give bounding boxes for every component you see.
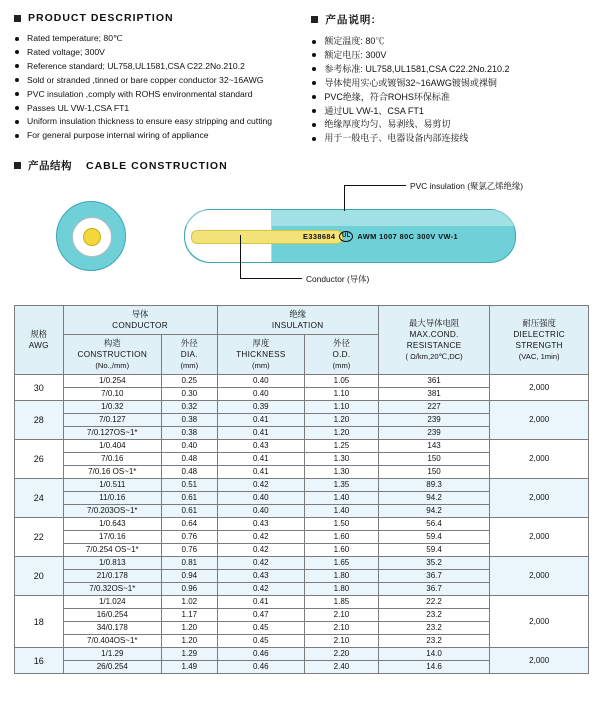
square-bullet-icon (14, 15, 21, 22)
col-od-unit: (mm) (332, 361, 351, 371)
list-item: Passes UL VW-1,CSA FT1 (14, 102, 311, 114)
list-item: Reference standard; UL758,UL1581,CSA C22.2No.210.2 (14, 60, 311, 72)
cable-construction-title (14, 158, 589, 173)
col-resistance-unit: ( Ω/km,20℃,DC) (405, 352, 463, 362)
leader-line-insulation-horizontal (344, 185, 406, 186)
cell-thickness: 0.41 (217, 453, 305, 466)
col-thickness-cn: 厚度 (252, 338, 270, 349)
cell-resistance: 227 (378, 401, 490, 414)
list-item: Rated voltage; 300V (14, 46, 311, 58)
cell-od: 1.10 (305, 388, 379, 401)
list-item: 用于一般电子、电器设备内部连接线 (311, 132, 589, 144)
cell-resistance: 59.4 (378, 531, 490, 544)
cell-construction: 7/0.203OS~1* (63, 505, 161, 518)
cell-awg: 20 (15, 557, 64, 596)
cell-thickness: 0.45 (217, 635, 305, 648)
col-dielectric (490, 306, 589, 375)
description-english-column (14, 12, 311, 146)
cell-construction: 7/0.404OS~1* (63, 635, 161, 648)
construction-title-en: CABLE CONSTRUCTION (86, 159, 228, 172)
cell-od: 1.35 (305, 479, 379, 492)
cell-dielectric: 2,000 (490, 375, 589, 401)
list-item: 额定电压: 300V (311, 49, 589, 61)
table-row (15, 479, 589, 492)
table-row (15, 440, 589, 453)
cell-resistance: 89.3 (378, 479, 490, 492)
cell-construction: 1/0.813 (63, 557, 161, 570)
cell-dia: 0.48 (162, 466, 218, 479)
list-item: Uniform insulation thickness to ensure easy stripping and cutting (14, 115, 311, 127)
cell-construction: 16/0.254 (63, 609, 161, 622)
cell-od: 2.10 (305, 622, 379, 635)
cell-construction: 7/0.127OS~1* (63, 427, 161, 440)
cable-construction-section (0, 158, 603, 295)
cell-dia: 1.20 (162, 635, 218, 648)
table-row (15, 648, 589, 661)
cell-awg: 22 (15, 518, 64, 557)
cell-awg: 28 (15, 401, 64, 440)
cell-thickness: 0.42 (217, 531, 305, 544)
cable-body (184, 209, 516, 263)
cell-dia: 1.17 (162, 609, 218, 622)
list-item: 绝缘厚度均匀、易剥线、易剪切 (311, 118, 589, 130)
cell-dia: 0.76 (162, 531, 218, 544)
cell-dia: 0.38 (162, 414, 218, 427)
cell-dia: 0.81 (162, 557, 218, 570)
cell-dia: 1.29 (162, 648, 218, 661)
col-construction-en: CONSTRUCTION (77, 350, 148, 360)
cell-resistance: 36.7 (378, 583, 490, 596)
cell-thickness: 0.39 (217, 401, 305, 414)
cell-construction: 34/0.178 (63, 622, 161, 635)
cell-od: 1.60 (305, 544, 379, 557)
list-item: 参考标准: UL758,UL1581,CSA C22.2No.210.2 (311, 63, 589, 75)
cell-dia: 1.20 (162, 622, 218, 635)
col-conductor-en: CONDUCTOR (112, 321, 168, 331)
title-text: 产品说明: (325, 14, 376, 26)
cell-thickness: 0.45 (217, 622, 305, 635)
description-chinese-column (311, 12, 589, 146)
cell-od: 1.20 (305, 414, 379, 427)
cell-dia: 0.64 (162, 518, 218, 531)
col-dia (162, 335, 218, 375)
table-row (15, 518, 589, 531)
cell-construction: 7/0.32OS~1* (63, 583, 161, 596)
cell-dia: 0.51 (162, 479, 218, 492)
table-row (15, 401, 589, 414)
cell-construction: 1/0.254 (63, 375, 161, 388)
col-insulation-cn: 绝缘 (289, 309, 307, 320)
cell-dia: 0.48 (162, 453, 218, 466)
cell-od: 1.10 (305, 401, 379, 414)
cell-resistance: 239 (378, 414, 490, 427)
cell-construction: 11/0.16 (63, 492, 161, 505)
cell-thickness: 0.43 (217, 570, 305, 583)
cell-dielectric: 2,000 (490, 596, 589, 648)
cell-thickness: 0.41 (217, 596, 305, 609)
cell-thickness: 0.43 (217, 518, 305, 531)
col-od (305, 335, 379, 375)
col-construction (63, 335, 161, 375)
cell-dielectric: 2,000 (490, 648, 589, 674)
cell-od: 1.50 (305, 518, 379, 531)
col-od-cn: 外径 (333, 338, 350, 349)
col-thickness (217, 335, 305, 375)
col-od-en: O.D. (332, 350, 351, 360)
cell-construction: 7/0.10 (63, 388, 161, 401)
cable-printing (303, 231, 458, 242)
cell-resistance: 14.0 (378, 648, 490, 661)
cell-thickness: 0.43 (217, 440, 305, 453)
square-bullet-icon (311, 16, 318, 23)
cell-construction: 1/0.32 (63, 401, 161, 414)
cell-resistance: 14.6 (378, 661, 490, 674)
cell-dielectric: 2,000 (490, 518, 589, 557)
description-list-en (14, 32, 311, 142)
table-row (15, 596, 589, 609)
cell-construction: 7/0.16 (63, 453, 161, 466)
col-spec-awg (15, 306, 64, 375)
col-construction-cn: 构造 (103, 338, 121, 349)
cell-dia: 0.96 (162, 583, 218, 596)
cell-resistance: 59.4 (378, 544, 490, 557)
cell-thickness: 0.42 (217, 583, 305, 596)
col-spec-cn: 规格 (30, 329, 48, 340)
table-row (15, 557, 589, 570)
cell-resistance: 23.2 (378, 609, 490, 622)
cell-awg: 16 (15, 648, 64, 674)
cable-print-code: E338684 (303, 232, 336, 242)
cell-od: 1.65 (305, 557, 379, 570)
square-bullet-icon (14, 162, 21, 169)
col-construction-unit: (No.,/mm) (95, 361, 130, 371)
cell-thickness: 0.40 (217, 492, 305, 505)
leader-line-conductor-vertical (240, 235, 241, 279)
cell-construction: 7/0.254 OS~1* (63, 544, 161, 557)
col-resistance-en2: RESISTANCE (406, 341, 462, 351)
ul-logo-icon: UL (339, 231, 353, 242)
label-insulation: PVC insulation (聚氯乙烯绝缘) (410, 181, 524, 192)
leader-line-insulation-vertical (344, 185, 345, 211)
description-list-cn (311, 35, 589, 145)
construction-title-cn: 产品结构 (28, 160, 72, 173)
cell-construction: 7/0.16 OS~1* (63, 466, 161, 479)
cell-resistance: 23.2 (378, 635, 490, 648)
cell-od: 2.40 (305, 661, 379, 674)
cell-resistance: 381 (378, 388, 490, 401)
list-item: For general purpose internal wiring of appliance (14, 129, 311, 141)
cell-resistance: 143 (378, 440, 490, 453)
cell-od: 1.30 (305, 466, 379, 479)
cell-thickness: 0.41 (217, 427, 305, 440)
table-head (15, 306, 589, 375)
cell-dia: 0.25 (162, 375, 218, 388)
list-item: PVC绝缘，符合ROHS环保标准 (311, 91, 589, 103)
cell-construction: 26/0.254 (63, 661, 161, 674)
table-header-row-top (15, 306, 589, 335)
cell-dia: 0.32 (162, 401, 218, 414)
table-row (15, 375, 589, 388)
cell-dia: 0.61 (162, 492, 218, 505)
cell-resistance: 94.2 (378, 505, 490, 518)
cell-thickness: 0.40 (217, 505, 305, 518)
col-resistance-cn: 最大导体电阻 (408, 318, 460, 329)
cell-od: 1.20 (305, 427, 379, 440)
cell-od: 1.85 (305, 596, 379, 609)
product-description-title-en (14, 12, 311, 24)
col-dia-cn: 外径 (180, 338, 198, 349)
cell-resistance: 23.2 (378, 622, 490, 635)
cell-thickness: 0.46 (217, 661, 305, 674)
col-dia-en: DIA. (180, 350, 198, 360)
cell-dielectric: 2,000 (490, 401, 589, 440)
cell-dia: 0.30 (162, 388, 218, 401)
cell-resistance: 22.2 (378, 596, 490, 609)
cell-dia: 1.49 (162, 661, 218, 674)
cell-dia: 0.76 (162, 544, 218, 557)
col-dielectric-cn: 耐压强度 (522, 318, 556, 329)
cell-construction: 17/0.16 (63, 531, 161, 544)
cell-construction: 1/0.511 (63, 479, 161, 492)
list-item: 通过UL VW-1、CSA FT1 (311, 105, 589, 117)
cell-od: 2.20 (305, 648, 379, 661)
product-description-title-cn (311, 12, 589, 27)
cell-od: 2.10 (305, 635, 379, 648)
cell-od: 1.80 (305, 583, 379, 596)
col-dia-unit: (mm) (180, 361, 199, 371)
cell-dielectric: 2,000 (490, 479, 589, 518)
label-conductor: Conductor (导体) (306, 274, 370, 285)
col-resistance-en1: MAX.COND. (409, 330, 459, 340)
cell-awg: 24 (15, 479, 64, 518)
list-item: Rated temperature; 80℃ (14, 32, 311, 44)
cell-resistance: 150 (378, 466, 490, 479)
specification-table (14, 305, 589, 674)
cell-dia: 0.38 (162, 427, 218, 440)
cell-od: 2.10 (305, 609, 379, 622)
col-dielectric-en1: DIELECTRIC (513, 330, 566, 340)
cell-od: 1.80 (305, 570, 379, 583)
cell-thickness: 0.46 (217, 648, 305, 661)
cable-print-rating: AWM 1007 80C 300V VW-1 (357, 232, 459, 242)
cell-construction: 7/0.127 (63, 414, 161, 427)
cable-diagram (14, 177, 589, 295)
col-conductor-group (63, 306, 217, 335)
cell-thickness: 0.40 (217, 375, 305, 388)
col-thickness-en: THICKNESS (236, 350, 286, 360)
cell-dia: 0.61 (162, 505, 218, 518)
cell-resistance: 94.2 (378, 492, 490, 505)
table-body (15, 375, 589, 674)
cell-construction: 1/0.404 (63, 440, 161, 453)
list-item: 额定温度: 80℃ (311, 35, 589, 47)
cell-dielectric: 2,000 (490, 440, 589, 479)
cell-awg: 26 (15, 440, 64, 479)
col-dielectric-unit: (VAC, 1min) (518, 352, 560, 362)
cell-dielectric: 2,000 (490, 557, 589, 596)
product-description-section (0, 0, 603, 146)
col-insulation-group (217, 306, 378, 335)
list-item: 导体使用实心或镀锡32~16AWG镀锡或裸铜 (311, 77, 589, 89)
cell-dia: 1.02 (162, 596, 218, 609)
cell-construction: 1/0.643 (63, 518, 161, 531)
cell-od: 1.30 (305, 453, 379, 466)
col-thickness-unit: (mm) (251, 361, 270, 371)
title-text: PRODUCT DESCRIPTION (28, 12, 174, 24)
cell-od: 1.05 (305, 375, 379, 388)
cell-dia: 0.40 (162, 440, 218, 453)
cross-section-insulation (56, 201, 126, 271)
cell-thickness: 0.47 (217, 609, 305, 622)
col-insulation-en: INSULATION (271, 321, 324, 331)
cell-thickness: 0.42 (217, 479, 305, 492)
cell-resistance: 150 (378, 453, 490, 466)
cell-od: 1.25 (305, 440, 379, 453)
col-spec-en: AWG (28, 341, 49, 351)
col-resistance (378, 306, 490, 375)
list-item: Sold or stranded ,tinned or bare copper conductor 32~16AWG (14, 74, 311, 86)
col-dielectric-en2: STRENGTH (515, 341, 563, 351)
cell-od: 1.40 (305, 505, 379, 518)
cell-construction: 1/1.29 (63, 648, 161, 661)
cell-resistance: 239 (378, 427, 490, 440)
cell-thickness: 0.42 (217, 544, 305, 557)
cell-od: 1.60 (305, 531, 379, 544)
cell-resistance: 56.4 (378, 518, 490, 531)
col-conductor-cn: 导体 (131, 309, 149, 320)
cell-thickness: 0.40 (217, 388, 305, 401)
cell-awg: 30 (15, 375, 64, 401)
cell-awg: 18 (15, 596, 64, 648)
list-item: PVC insulation ,comply with ROHS environmental standard (14, 88, 311, 100)
cell-construction: 21/0.178 (63, 570, 161, 583)
cell-od: 1.40 (305, 492, 379, 505)
cell-resistance: 361 (378, 375, 490, 388)
cell-thickness: 0.41 (217, 414, 305, 427)
cell-resistance: 36.7 (378, 570, 490, 583)
cell-dia: 0.94 (162, 570, 218, 583)
cell-thickness: 0.41 (217, 466, 305, 479)
cell-construction: 1/1.024 (63, 596, 161, 609)
leader-line-conductor-horizontal (240, 278, 302, 279)
cell-resistance: 35.2 (378, 557, 490, 570)
cell-thickness: 0.42 (217, 557, 305, 570)
